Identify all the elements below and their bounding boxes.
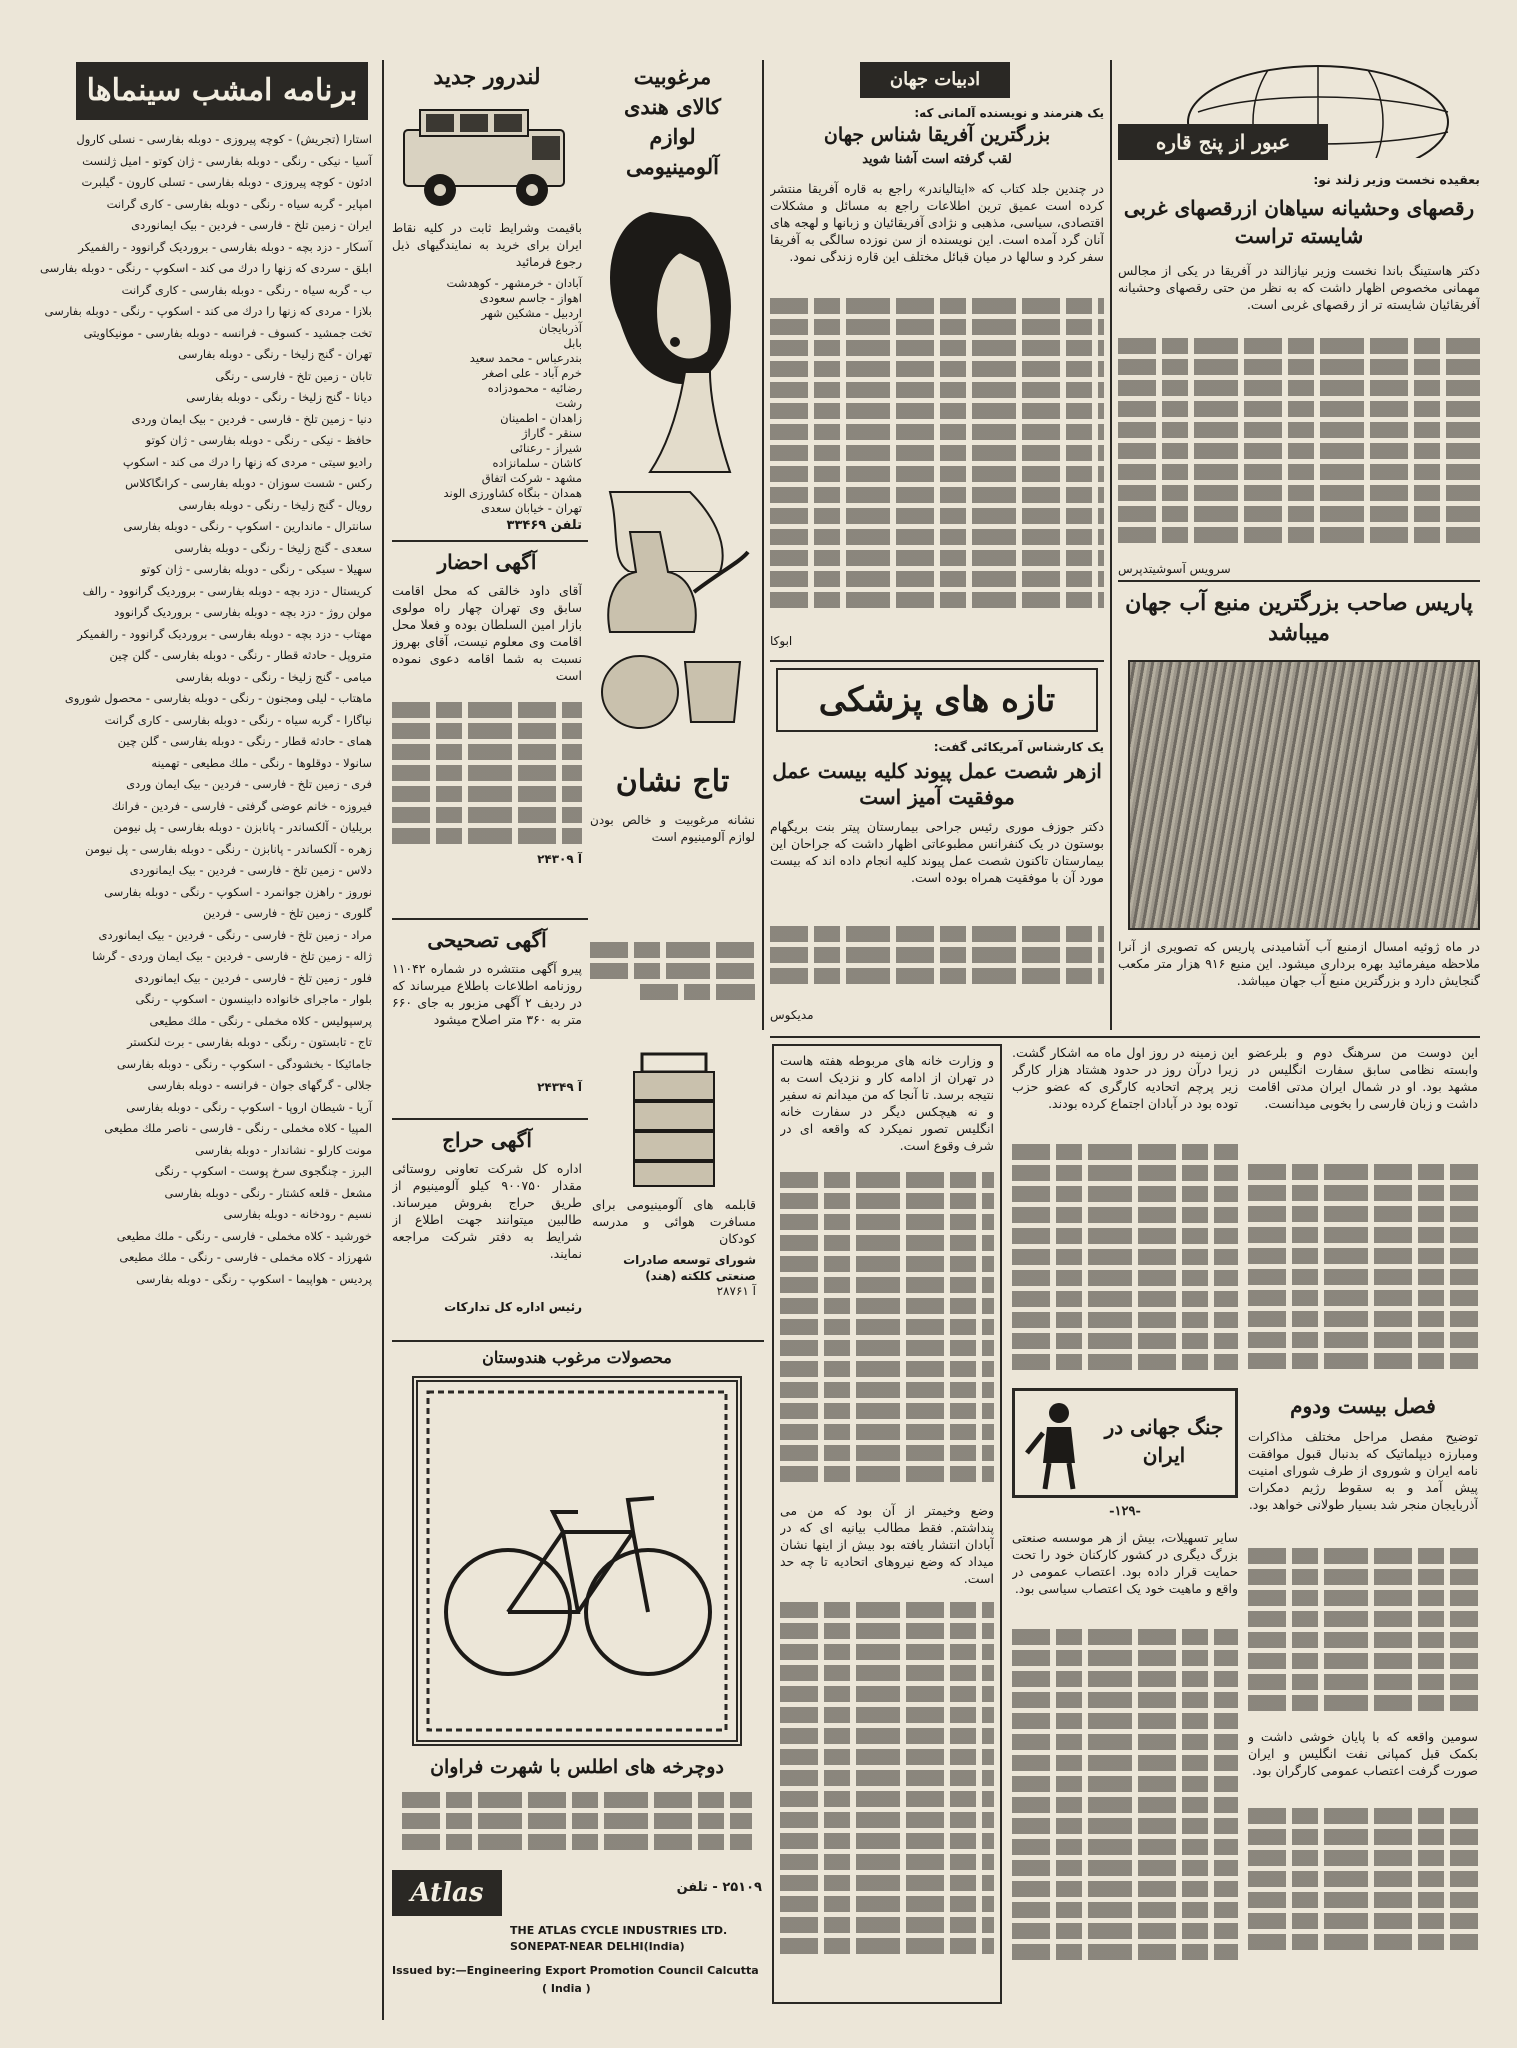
column-rule [382, 60, 384, 2020]
landrover-title: لندرور جدید [433, 64, 541, 90]
auction-body: اداره کل شرکت تعاونی روستائی مقدار ۹۰۰۷۵۰ کیلو آلومینیوم از طریق حراج بفروش میرساند. طالبین میتوانند جهت اطلاع از شرایط به دفتر شرکت مراجعه نمایند. [392, 1161, 582, 1261]
literature-headline: بزرگترین آفریقا شناس جهان [823, 124, 1051, 146]
serial-col2-lines [1012, 1144, 1238, 1384]
cinema-listing-row: البرز - چنگجوی سرخ پوست - اسکوپ - رنگی [154, 1164, 372, 1178]
cinema-listing-row: تاج - تابستون - رنگی - دوبله بفارسی - برت لنکستر [127, 1035, 372, 1049]
serial-section-title: فصل بیست ودوم [1290, 1394, 1436, 1418]
jang-jahani-title: جنگ جهانی در ایران [1104, 1415, 1224, 1467]
section-rule [770, 1036, 1480, 1038]
serial-page-number: -۱۲۹- [1109, 1504, 1141, 1519]
auction-title: آگهی حراج [442, 1128, 532, 1152]
landrover-dealer-item: اردبیل - مشکین شهر [481, 306, 582, 320]
landrover-dealer-item: شیراز - رعنائی [510, 441, 582, 455]
cinema-listing-row: فیروزه - خانم عوضی گرفتی - فارسی - فردین - فرانك [111, 798, 372, 813]
cinema-listing-row: استارا (تجریش) - کوچه پیروزی - دوبله بفارسی - نسلی کارول [76, 132, 372, 146]
correction-title: آگهی تصحیحی [427, 928, 547, 952]
landrover-dealer-item: بابل [563, 336, 582, 350]
cinema-listing-row: آسیا - نیکی - رنگی - دوبله بفارسی - ژان کوتو - امیل ژلنست [82, 153, 372, 168]
landrover-dealer-item: اهواز - جاسم سعودی [479, 291, 582, 305]
cinema-listing-row: بلوار - ماجرای خانواده دابینسون - اسکوپ - رنگی [135, 992, 372, 1006]
jang-jahani-box [1012, 1388, 1238, 1498]
atlas-issued: Issued by:—Engineering Export Promotion Council Calcutta [392, 1964, 759, 1977]
cinema-listing-row: گلوری - زمین تلخ - فارسی - فردین [203, 906, 372, 920]
summons-ref: آ ۲۴۳۰۹ [537, 852, 582, 866]
cinema-listing-row: دنیا - زمین تلخ - فارسی - فردین - بیک ایمان وردی [131, 411, 372, 426]
landrover-ad [392, 62, 582, 532]
cinema-listing-row: ژاله - زمین تلخ - فارسی - فردین - بیک ایمان وردی - گرشا [92, 949, 372, 963]
water-reservoir-photo [1128, 660, 1480, 930]
landrover-vehicle-illustration [392, 96, 582, 216]
cinema-listing-row: جلالی - گرگهای جوان - فرانسه - دوبله بفارسی [147, 1078, 372, 1092]
column-rule [1110, 60, 1112, 1030]
literature-section [770, 62, 1104, 652]
cinema-listing-row: آسکار - دزد بچه - دوبله بفارسی - بروردیک گرانوود - رالفمیکر [78, 239, 372, 254]
cinema-listing-row: رویال - گنج زلیخا - رنگی - دوبله بفارسی [178, 497, 372, 512]
cinema-listing-row: شهرزاد - کلاه مخملی - فارسی - رنگی - ملك مطیعی [119, 1250, 372, 1264]
serial-col1b-lines [1248, 1548, 1478, 1728]
serial-col2b: سایر تسهیلات، بیش از هر موسسه صنعتی بزرگ دیگری در کشور کارکنان خود را تحت حمایت قرار داده بود. اعتصاب عمومی در واقع و ماهیت خود یک اعتصاب سیاسی بود. [1012, 1530, 1238, 1596]
landrover-phone: تلفن ۳۳۴۶۹ [506, 518, 582, 533]
landrover-dealer-item: زاهدان - اطمینان [500, 411, 582, 425]
cinema-title: برنامه امشب سینماها [86, 73, 358, 108]
landrover-dealer-item: آبادان - خرمشهر - کوهدشت [446, 276, 582, 290]
serial-col1-lines [1248, 1164, 1478, 1384]
atlas-address: SONEPAT-NEAR DELHI(India) [510, 1940, 685, 1953]
cinema-listing-row: مهتاب - دزد بچه - دوبله بفارسی - بروردیک گرانوود - رالفمیکر [77, 626, 372, 641]
section-rule [392, 918, 588, 920]
serial-col-right [1248, 1044, 1478, 2004]
vessels-ref: آ ۲۸۷۶۱ [716, 1284, 756, 1298]
serial-col3: و وزارت خانه های مربوطه هفته هاست در تهران از ادامه کار و نزدیک است به نتیجه برسد. تا آنجا که من میدانم نه سفیر و نه هیچکس دیگر در سفارت خانه انگلیس تصور نمیکرد که واقعه ای در شرف وقوع است. [780, 1053, 994, 1153]
serial-col3b: وضع وخیمتر از آن بود که من می پنداشتم. فقط مطالب بیانیه ای که در آبادان انتشار یافته بود بیش از اینها نشان میداد که وضع نیروهای اتحادیه تا چه حد است. [780, 1503, 994, 1586]
cinema-listing-row: دلاس - زمین تلخ - فارسی - فردین - بیک ایمانوردی [129, 863, 372, 877]
paris-headline: پاریس صاحب بزرگترین منبع آب جهان میباشد [1125, 590, 1473, 646]
cinema-listing-row: پرسپولیس - کلاه مخملی - رنگی - ملك مطیعی [149, 1013, 372, 1028]
serial-col-left [772, 1044, 1002, 2004]
cinema-listing-row: سعدی - گنج زلیخا - رنگی - دوبله بفارسی [174, 540, 372, 555]
atlas-ornate-frame [412, 1376, 742, 1746]
aluminum-desc: نشانه مرغوبیت و خالص بودن لوازم آلومینیوم است [590, 813, 755, 844]
summons-notice [392, 548, 582, 908]
cinema-listing-row: آریا - شیطان اروپا - اسکوپ - رنگی - دوبله بفارسی [126, 1099, 372, 1114]
landrover-dealer-list [392, 276, 582, 516]
medical-title: تازه های پزشکی [818, 680, 1056, 720]
medical-kicker: یک کارشناس آمریکائی گفت: [933, 740, 1104, 754]
summons-title: آگهی احضار [437, 550, 537, 574]
continents-title: عبور از پنج قاره [1155, 130, 1291, 154]
landrover-dealer-item: خرم آباد - علی اصغر [482, 366, 582, 380]
paris-section [1118, 588, 1480, 1028]
vessels-body: قابلمه های آلومینیومی برای مسافرت هوائی و مدرسه کودکان [592, 1197, 756, 1246]
landrover-dealer-item: کاشان - سلمانزاده [492, 456, 582, 470]
summons-body: آقای داود خالقی که محل اقامت سابق وی تهران چهار راه مولوی بازار امین السلطان بوده و فعلا محل اقامت وی معلوم نیست، آقای بهروز نسبت به شما اقامه دعوی نموده است [392, 583, 582, 683]
cinema-listing-row: تابان - زمین تلخ - فارسی - رنگی [215, 368, 372, 383]
cinema-listing-row: بریلیان - آلکساندر - پانابزن - دوبله بفارسی - پل نیومن [113, 820, 372, 834]
serial-col-middle [1012, 1044, 1238, 2004]
paris-caption: در ماه ژوئیه امسال ازمنبع آب آشامیدنی پاریس که تصویری از آنرا ملاحظه میفرمائید بهره برداری میشود. این منبع ۹۱۶ هزار متر مکعب گنجایش دارد و بزرگترین منبع آب جهان میباشد. [1118, 939, 1480, 988]
cinema-listing-row: خورشید - کلاه مخملی - فارسی - رنگی - ملك مطیعی [116, 1228, 372, 1243]
section-rule [392, 1340, 764, 1342]
atlas-header: محصولات مرغوب هندوستان [482, 1348, 672, 1367]
cinema-listing-row: بلازا - مردی که زنها را درك می کند - اسکوپ - رنگی - دوبله بفارسی [44, 304, 372, 318]
vessels-issuer: شورای توسعه صادرات صنعتی کلکته (هند) [623, 1253, 756, 1283]
tiffin-carrier-illustration [592, 1050, 756, 1190]
section-rule [770, 660, 1104, 662]
vessels-ad [592, 1050, 756, 1320]
literature-banner [860, 62, 1010, 98]
continents-sign: سرویس آسوشیتدپرس [1118, 562, 1231, 576]
cinema-listing-row: ابلق - سردی که زنها را درك می کند - اسکوپ - رنگی - دوبله بفارسی [40, 261, 372, 275]
medical-body: دکتر جوزف موری رئیس جراحی بیمارستان پیتر بنت بریگهام بوستون در یک کنفرانس مطبوعاتی اظهار داشت که جراحان این بیمارستان تاکنون شصت عمل پیوند کلیه انجام داده اند که بیست مورد آن با موفقیت همراه بوده است. [770, 819, 1104, 885]
continents-body: دکتر هاستینگ باندا نخست وزیر نیازالند در آفریقا در یکی از مجالس مهمانی مخصوص اظهار داشت که به نظر من حتی رقصهای وحشیانه آفریقائیان شایسته تر از رقصهای غربی است. [1118, 263, 1480, 312]
cinema-listing-row: حافظ - نیکی - رنگی - دوبله بفارسی - ژان کوتو [145, 433, 372, 447]
landrover-dealer-item: رشت [555, 396, 582, 410]
cinema-listing-row: ماهتاب - لیلی ومجنون - رنگی - دوبله بفارسی - محصول شوروی [64, 691, 372, 705]
atlas-title: دوچرخه های اطلس با شهرت فراوان [430, 1756, 724, 1778]
cinema-listing-row: همای - حادثه قطار - رنگی - دوبله بفارسی - گلن چین [117, 734, 372, 748]
landrover-dealer-item: مشهد - شرکت اتفاق [481, 471, 582, 485]
landrover-dealer-item: بندرعباس - محمد سعید [469, 351, 582, 365]
cinema-listing-row: رکس - شست سوزان - دوبله بفارسی - کرانگاکلاس [125, 476, 372, 490]
medical-sign: مدیکوس [770, 1008, 814, 1022]
cinema-listing-row: مشعل - قلعه کشتار - رنگی - دوبله بفارسی [164, 1185, 372, 1200]
correction-body: پیرو آگهی منتشره در شماره ۱۱۰۴۲ روزنامه اطلاعات باطلاع میرساند که در ردیف ۲ آگهی مزبور به جای ۶۶۰ متر به ۳۶۰ متر اصلاح میشود [392, 961, 582, 1027]
landrover-dealer-item: تهران - خیابان سعدی [480, 501, 582, 515]
cinema-listing-row: سهیلا - سیکی - رنگی - دوبله بفارسی - ژان کوتو [140, 562, 372, 576]
continents-banner [1118, 124, 1328, 160]
medical-banner [776, 668, 1098, 732]
cinema-listing-row: سانولا - دوقلوها - رنگی - ملك مطیعی - تهمینه [151, 755, 372, 770]
continents-kicker: بعقیده نخست وزیر زلند نو: [1313, 172, 1480, 187]
medical-body-lines [770, 926, 1104, 1006]
cinema-listing-row: المپیا - کلاه مخملی - رنگی - فارسی - ناصر ملك مطیعی [104, 1121, 372, 1135]
cinema-list [40, 132, 372, 1293]
column-rule [762, 60, 764, 1030]
correction-ref: آ ۲۴۳۴۹ [537, 1080, 582, 1094]
summons-lines [392, 702, 582, 852]
cinema-listing-row: فلور - زمین تلخ - فارسی - فردین - بیک ایمانوردی [134, 970, 372, 985]
cinema-listing-row: کریستال - دزد بچه - دوبله بفارسی - بروردیک گرانوود - رالف [82, 583, 372, 598]
cinema-listing-row: امپایر - گربه سیاه - رنگی - دوبله بفارسی - کاری گرانت [106, 196, 372, 211]
section-rule [392, 540, 588, 542]
section-rule [1118, 580, 1480, 582]
serial-col3b-lines [780, 1602, 994, 1982]
cinema-listing-row: جامائیکا - بخشودگی - اسکوپ - رنگی - دوبله بفارسی [116, 1056, 372, 1071]
bicycle-illustration [418, 1382, 736, 1740]
cinema-listing-row: مراد - زمین تلخ - فارسی - رنگی - فردین - بیک ایمانوردی [98, 927, 372, 942]
literature-body: در چندین جلد کتاب که «ایتالیاندر» راجع به قاره آفریقا منتشر کرده است عمیق ترین اطلاعات راجع به مسائل و مشکلات اقتصادی، سیاسی، مذهبی و نژادی آفریقائیان و زبانها و لهجه های آنان گرد آمده است. این نویسنده از سن نوزده سالگی به آفریقا سفر کرد و سالها در میان قبائل مختلف این قاره زندگی نمود. [770, 181, 1104, 264]
literature-subhead: لقب گرفته است آشنا شوید [862, 152, 1012, 167]
landrover-dealer-item: سنقر - گاراژ [521, 426, 582, 440]
serial-col1c-lines [1248, 1808, 1478, 1968]
atlas-logo-box [392, 1870, 502, 1916]
literature-title: ادبیات جهان [889, 69, 981, 90]
continents-section [1118, 62, 1480, 582]
literature-body-lines [770, 298, 1104, 628]
cinema-listing-row: پردیس - هواپیما - اسکوپ - رنگی - دوبله بفارسی [136, 1271, 372, 1286]
serial-col2b-lines [1012, 1629, 1238, 1989]
serial-col1b: توضیح مفصل مراحل مختلف مذاکرات ومبارزه دیپلماتیک که بدنبال قبول موافقت نامه ایران و شوروی از طرف شورای امنیت پیش آمد و به سقوط رژیم دمکرات آذربایجان منجر شد بسیار طولانی خواهد بود. [1248, 1429, 1478, 1512]
auction-sign: رئیس اداره کل تدارکات [444, 1300, 582, 1314]
section-rule [392, 1118, 588, 1120]
serial-col2: این زمینه در روز اول ماه مه اشکار گشت. زیرا درآن روز در حدود هشتاد هزار کارگر زیر پرچم اتحادیه کارگری که عضو حزب توده بود در آبادان اجتماع کرده بودند. [1012, 1045, 1238, 1111]
continents-headline: رقصهای وحشیانه سیاهان ازرقصهای غربی شایسته تراست [1123, 196, 1475, 248]
cinema-listing-row: ادئون - کوچه پیروزی - دوبله بفارسی - تسلی کارون - گیلبرت [81, 175, 372, 189]
aluminum-desc-lines [590, 942, 755, 1002]
cinema-title-box [76, 62, 368, 120]
cinema-listing-row: مونت کارلو - نشاندار - دوبله بفارسی [195, 1142, 372, 1157]
cinema-listing-row: فری - زمین تلخ - فارسی - فردین - بیک ایمان وردی [126, 777, 372, 791]
cinema-listing-row: زهره - آلکساندر - پانابزن - رنگی - دوبله بفارسی - پل نیومن [85, 841, 372, 856]
cinema-listing-row: نیاگارا - گربه سیاه - رنگی - دوبله بفارسی - کاری گرانت [104, 712, 372, 727]
aluminum-brand: تاج نشان [615, 764, 730, 799]
cinema-listing-row: متروپل - حادثه قطار - رنگی - دوبله بفارسی - گلن چین [109, 648, 372, 662]
serial-col3-lines [780, 1172, 994, 1502]
cinema-listing-row: نسیم - رودخانه - دوبله بفارسی [223, 1207, 372, 1221]
landrover-dealer-item: رضائیه - محمودزاده [487, 381, 582, 395]
atlas-company: THE ATLAS CYCLE INDUSTRIES LTD. [510, 1924, 728, 1937]
cinema-listing-row: مولن روژ - دزد بچه - دوبله بفارسی - بروردیک گرانوود [114, 605, 372, 619]
landrover-body: باقیمت وشرایط ثابت در کلیه نقاط ایران برای خرید به نمایندگیهای ذیل رجوع فرمائید [392, 221, 582, 269]
cinema-listing-row: تهران - گنج زلیخا - رنگی - دوبله بفارسی [178, 347, 372, 361]
cinema-listing-row: سانترال - ماندارین - اسکوپ - رنگی - دوبله بفارسی [123, 519, 372, 533]
serial-col1c: سومین واقعه که با پایان خوشی داشت و بکمک قبل کمپانی نفت انگلیس و ایران صورت گرفت اعتصاب عمومی کارگران بود. [1248, 1729, 1478, 1778]
medical-section [770, 668, 1104, 1028]
cinema-listing-row: ایران - زمین تلخ - فارسی - فردین - بیک ایمانوردی [131, 218, 372, 232]
auction-notice [392, 1126, 582, 1326]
literature-sign: ابوکا [770, 634, 793, 648]
aluminum-ad [590, 62, 755, 1042]
atlas-copy-lines [402, 1792, 752, 1872]
literature-kicker: یک هنرمند و نویسنده آلمانی که: [914, 106, 1104, 120]
atlas-india: ( India ) [542, 1982, 591, 1995]
cinema-listing-row: رادیو سیتی - مردی که زنها را درك می کند - اسکوپ [122, 454, 372, 469]
cinema-listing-row: نوروز - راهزن جوانمرد - اسکوپ - رنگی - دوبله بفارسی [104, 884, 372, 899]
atlas-logo: Atlas [410, 1878, 484, 1908]
cinema-listing-row: دیانا - گنج زلیخا - رنگی - دوبله بفارسی [186, 390, 372, 404]
cinema-listing-row: میامی - گنج زلیخا - رنگی - دوبله بفارسی [175, 669, 372, 684]
cinema-listing-row: ب - گربه سیاه - رنگی - دوبله بفارسی - کاری گرانت [121, 282, 372, 297]
atlas-bicycle-ad [392, 1346, 762, 2006]
aluminum-title: مرغوبیت کالای هندی لوازم آلومینیومی [624, 64, 721, 179]
medical-headline: ازهر شصت عمل پیوند کلیه بیست عمل موفقیت آمیز است [772, 759, 1102, 809]
cinema-listing-row: تخت جمشید - کسوف - فرانسه - دوبله بفارسی - مونیکاویتی [83, 325, 372, 340]
atlas-phone: ۲۵۱۰۹ - تلفن [676, 1880, 762, 1895]
serial-col1: این دوست من سرهنگ دوم و بلرعضو وابسته نظامی سابق سفارت انگلیس در مشهد بود. او در شمال ایران مدتی اقامت داشت و زبان فارسی را بخوبی میدانست. [1248, 1045, 1478, 1111]
soldier-illustration [1019, 1393, 1099, 1493]
correction-notice [392, 926, 582, 1106]
continents-body-lines [1118, 338, 1480, 558]
landrover-dealer-item: همدان - بنگاه کشاورزی الوند [443, 486, 582, 500]
landrover-dealer-item: آذربایجان [538, 321, 582, 335]
cinema-listings [40, 62, 372, 2022]
